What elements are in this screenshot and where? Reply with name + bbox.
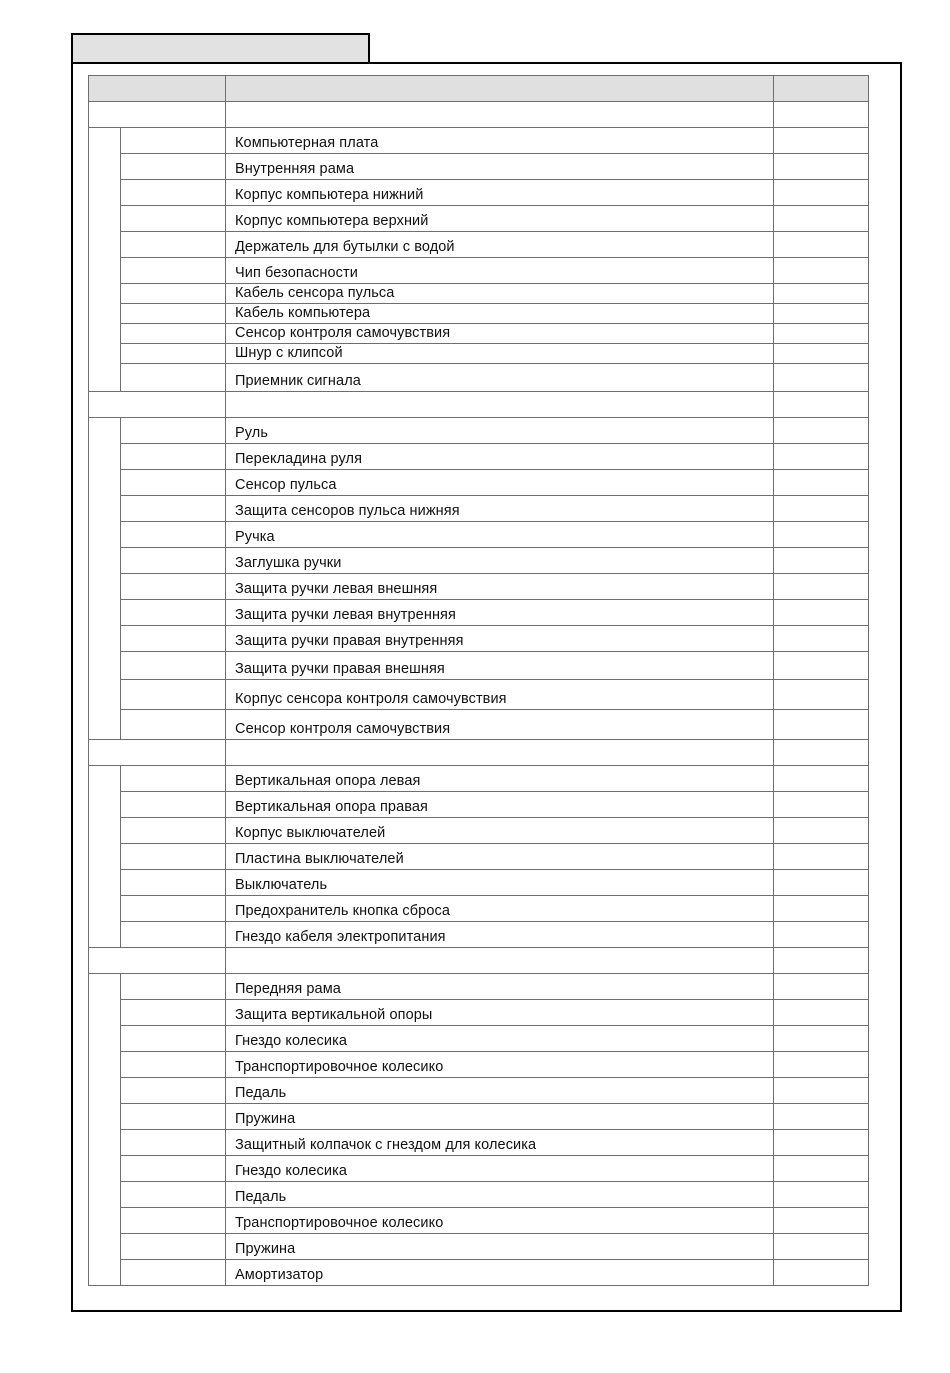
table-row (89, 600, 869, 626)
part-quantity-cell (774, 258, 869, 284)
part-number-cell (121, 364, 226, 392)
part-name-cell: Внутренняя рама (226, 154, 774, 180)
table-row (89, 652, 869, 680)
table-row (89, 154, 869, 180)
part-quantity-cell (774, 522, 869, 548)
table-row (89, 1000, 869, 1026)
part-number-cell (121, 522, 226, 548)
section-header-tab (71, 33, 370, 62)
group-quantity-cell (774, 102, 869, 128)
part-quantity-cell (774, 496, 869, 522)
part-name-cell: Защита вертикальной опоры (226, 1000, 774, 1026)
part-number-cell (121, 844, 226, 870)
part-number-cell (121, 974, 226, 1000)
part-name-cell: Защита сенсоров пульса нижняя (226, 496, 774, 522)
part-name-cell: Сенсор пульса (226, 470, 774, 496)
part-number-cell (121, 206, 226, 232)
table-row (89, 1078, 869, 1104)
table-row (89, 1026, 869, 1052)
part-name-cell: Держатель для бутылки с водой (226, 232, 774, 258)
group-indent-cell (89, 418, 121, 740)
table-row (89, 1156, 869, 1182)
part-quantity-cell (774, 206, 869, 232)
part-number-cell (121, 922, 226, 948)
group-name-cell (226, 102, 774, 128)
table-row (89, 206, 869, 232)
table-row (89, 304, 869, 324)
part-number-cell (121, 1026, 226, 1052)
part-name-cell: Компьютерная плата (226, 128, 774, 154)
part-number-cell (121, 600, 226, 626)
part-quantity-cell (774, 128, 869, 154)
part-quantity-cell (774, 1130, 869, 1156)
part-quantity-cell (774, 1234, 869, 1260)
part-name-cell: Руль (226, 418, 774, 444)
part-number-cell (121, 680, 226, 710)
table-row (89, 922, 869, 948)
table-row (89, 470, 869, 496)
part-quantity-cell (774, 284, 869, 304)
part-number-cell (121, 1000, 226, 1026)
part-name-cell: Чип безопасности (226, 258, 774, 284)
part-name-cell: Вертикальная опора левая (226, 766, 774, 792)
group-number-cell (89, 392, 226, 418)
part-quantity-cell (774, 922, 869, 948)
group-name-cell (226, 948, 774, 974)
part-name-cell: Корпус сенсора контроля самочувствия (226, 680, 774, 710)
table-row (89, 1052, 869, 1078)
part-name-cell: Транспортировочное колесико (226, 1208, 774, 1234)
part-quantity-cell (774, 652, 869, 680)
part-quantity-cell (774, 324, 869, 344)
part-number-cell (121, 896, 226, 922)
part-name-cell: Пластина выключателей (226, 844, 774, 870)
table-row (89, 844, 869, 870)
part-quantity-cell (774, 1182, 869, 1208)
group-number-cell (89, 740, 226, 766)
table-row (89, 1260, 869, 1286)
table-row (89, 232, 869, 258)
table-row (89, 418, 869, 444)
table-row (89, 626, 869, 652)
table-row (89, 1208, 869, 1234)
part-quantity-cell (774, 626, 869, 652)
group-name-cell (226, 392, 774, 418)
part-number-cell (121, 444, 226, 470)
table-row (89, 1234, 869, 1260)
part-quantity-cell (774, 304, 869, 324)
part-number-cell (121, 470, 226, 496)
part-quantity-cell (774, 1156, 869, 1182)
part-number-cell (121, 284, 226, 304)
part-quantity-cell (774, 1104, 869, 1130)
part-number-cell (121, 1052, 226, 1078)
part-quantity-cell (774, 1000, 869, 1026)
part-number-cell (121, 548, 226, 574)
part-number-cell (121, 1182, 226, 1208)
part-name-cell: Защита ручки правая внутренняя (226, 626, 774, 652)
part-name-cell: Корпус компьютера нижний (226, 180, 774, 206)
table-row (89, 496, 869, 522)
part-name-cell: Педаль (226, 1078, 774, 1104)
part-number-cell (121, 154, 226, 180)
part-number-cell (121, 304, 226, 324)
group-name-cell (226, 740, 774, 766)
part-number-cell (121, 1260, 226, 1286)
part-quantity-cell (774, 1052, 869, 1078)
table-row (89, 324, 869, 344)
part-number-cell (121, 232, 226, 258)
part-name-cell: Педаль (226, 1182, 774, 1208)
table-row (89, 1130, 869, 1156)
group-row (89, 948, 869, 974)
group-quantity-cell (774, 740, 869, 766)
part-quantity-cell (774, 1078, 869, 1104)
part-quantity-cell (774, 792, 869, 818)
part-name-cell: Гнездо колесика (226, 1156, 774, 1182)
part-number-cell (121, 1130, 226, 1156)
part-quantity-cell (774, 896, 869, 922)
part-quantity-cell (774, 844, 869, 870)
part-name-cell: Кабель сенсора пульса (226, 284, 774, 304)
part-quantity-cell (774, 870, 869, 896)
group-indent-cell (89, 128, 121, 392)
part-name-cell: Заглушка ручки (226, 548, 774, 574)
part-name-cell: Пружина (226, 1234, 774, 1260)
part-number-cell (121, 344, 226, 364)
part-number-cell (121, 1078, 226, 1104)
part-number-cell (121, 818, 226, 844)
group-indent-cell (89, 974, 121, 1286)
part-quantity-cell (774, 180, 869, 206)
part-name-cell: Передняя рама (226, 974, 774, 1000)
table-row (89, 710, 869, 740)
part-number-cell (121, 710, 226, 740)
parts-table-body (89, 76, 869, 1286)
part-number-cell (121, 258, 226, 284)
table-row (89, 766, 869, 792)
header-cell-number (89, 76, 226, 102)
part-quantity-cell (774, 600, 869, 626)
table-row (89, 548, 869, 574)
part-name-cell: Защита ручки правая внешняя (226, 652, 774, 680)
part-quantity-cell (774, 710, 869, 740)
group-quantity-cell (774, 948, 869, 974)
group-number-cell (89, 102, 226, 128)
part-name-cell: Кабель компьютера (226, 304, 774, 324)
table-row (89, 180, 869, 206)
part-number-cell (121, 626, 226, 652)
header-cell-quantity (774, 76, 869, 102)
part-name-cell: Пружина (226, 1104, 774, 1130)
part-name-cell: Приемник сигнала (226, 364, 774, 392)
table-row (89, 1182, 869, 1208)
part-quantity-cell (774, 766, 869, 792)
part-quantity-cell (774, 1208, 869, 1234)
part-quantity-cell (774, 232, 869, 258)
part-quantity-cell (774, 470, 869, 496)
parts-table (88, 75, 869, 1286)
part-quantity-cell (774, 1260, 869, 1286)
part-quantity-cell (774, 444, 869, 470)
table-header-row (89, 76, 869, 102)
part-name-cell: Перекладина руля (226, 444, 774, 470)
part-quantity-cell (774, 548, 869, 574)
table-row (89, 792, 869, 818)
part-name-cell: Сенсор контроля самочувствия (226, 710, 774, 740)
part-name-cell: Ручка (226, 522, 774, 548)
group-indent-cell (89, 766, 121, 948)
part-quantity-cell (774, 1026, 869, 1052)
part-name-cell: Выключатель (226, 870, 774, 896)
part-quantity-cell (774, 574, 869, 600)
part-number-cell (121, 180, 226, 206)
part-number-cell (121, 496, 226, 522)
part-name-cell: Амортизатор (226, 1260, 774, 1286)
part-quantity-cell (774, 344, 869, 364)
table-row (89, 574, 869, 600)
group-number-cell (89, 948, 226, 974)
part-number-cell (121, 418, 226, 444)
table-row (89, 258, 869, 284)
group-quantity-cell (774, 392, 869, 418)
part-number-cell (121, 1156, 226, 1182)
part-name-cell: Защитный колпачок с гнездом для колесика (226, 1130, 774, 1156)
table-row (89, 818, 869, 844)
table-row (89, 680, 869, 710)
part-number-cell (121, 1234, 226, 1260)
table-row (89, 444, 869, 470)
part-name-cell: Предохранитель кнопка сброса (226, 896, 774, 922)
group-row (89, 392, 869, 418)
table-row (89, 344, 869, 364)
part-number-cell (121, 766, 226, 792)
part-name-cell: Гнездо колесика (226, 1026, 774, 1052)
part-number-cell (121, 652, 226, 680)
table-row (89, 364, 869, 392)
part-number-cell (121, 324, 226, 344)
part-quantity-cell (774, 418, 869, 444)
part-name-cell: Гнездо кабеля электропитания (226, 922, 774, 948)
part-name-cell: Шнур с клипсой (226, 344, 774, 364)
table-row (89, 522, 869, 548)
part-name-cell: Сенсор контроля самочувствия (226, 324, 774, 344)
part-number-cell (121, 870, 226, 896)
table-row (89, 896, 869, 922)
part-name-cell: Корпус компьютера верхний (226, 206, 774, 232)
part-name-cell: Защита ручки левая внутренняя (226, 600, 774, 626)
part-number-cell (121, 1104, 226, 1130)
part-quantity-cell (774, 818, 869, 844)
part-name-cell: Вертикальная опора правая (226, 792, 774, 818)
group-row (89, 102, 869, 128)
table-row (89, 974, 869, 1000)
part-quantity-cell (774, 974, 869, 1000)
part-number-cell (121, 128, 226, 154)
table-row (89, 1104, 869, 1130)
table-row (89, 128, 869, 154)
table-row (89, 284, 869, 304)
part-name-cell: Транспортировочное колесико (226, 1052, 774, 1078)
part-number-cell (121, 1208, 226, 1234)
part-quantity-cell (774, 154, 869, 180)
group-row (89, 740, 869, 766)
part-quantity-cell (774, 680, 869, 710)
part-name-cell: Защита ручки левая внешняя (226, 574, 774, 600)
part-name-cell: Корпус выключателей (226, 818, 774, 844)
part-quantity-cell (774, 364, 869, 392)
header-cell-name (226, 76, 774, 102)
part-number-cell (121, 792, 226, 818)
table-row (89, 870, 869, 896)
part-number-cell (121, 574, 226, 600)
